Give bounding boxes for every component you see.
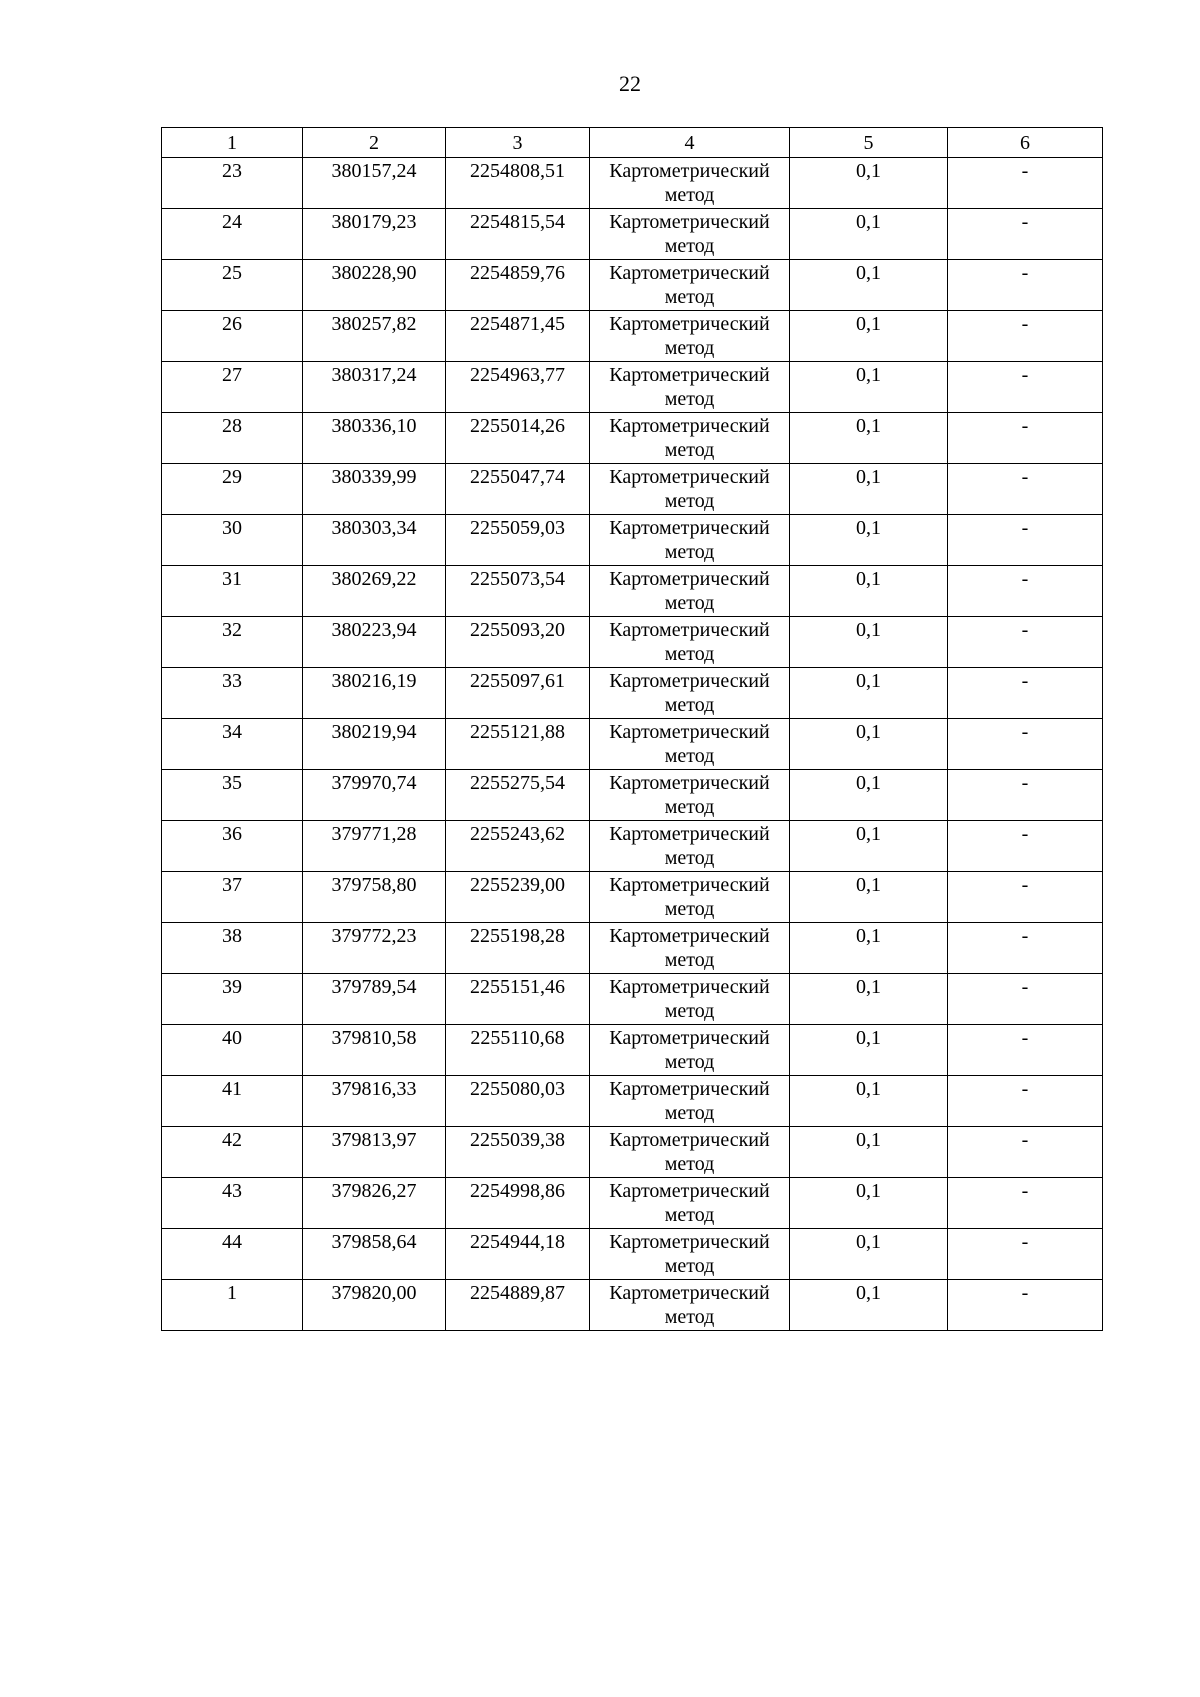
method-text: Картометрический (609, 1129, 770, 1151)
point-number-cell: 33 (162, 668, 303, 719)
note-cell: - (948, 1076, 1103, 1127)
table-row (162, 974, 1103, 1025)
y-coordinate-cell: 2254944,18 (446, 1229, 590, 1280)
x-coordinate-cell: 380303,34 (303, 515, 446, 566)
table-row (162, 617, 1103, 668)
y-coordinate-cell: 2255039,38 (446, 1127, 590, 1178)
y-coordinate-cell: 2254889,87 (446, 1280, 590, 1331)
method-cell (590, 1178, 790, 1229)
x-coordinate-cell: 379858,64 (303, 1229, 446, 1280)
y-coordinate-cell: 2255047,74 (446, 464, 590, 515)
method-text: Картометрический (609, 160, 770, 182)
method-text: метод (664, 643, 715, 665)
point-number-cell: 24 (162, 209, 303, 260)
x-coordinate-cell: 380269,22 (303, 566, 446, 617)
table-row (162, 770, 1103, 821)
note-cell: - (948, 1178, 1103, 1229)
note-cell: - (948, 770, 1103, 821)
method-cell (590, 1076, 790, 1127)
note-cell: - (948, 1127, 1103, 1178)
column-header: 5 (790, 128, 948, 158)
point-number-cell: 30 (162, 515, 303, 566)
method-text: метод (664, 235, 715, 257)
method-text: Картометрический (609, 925, 770, 947)
point-number-cell: 29 (162, 464, 303, 515)
note-cell: - (948, 566, 1103, 617)
table-row (162, 1280, 1103, 1331)
y-coordinate-cell: 2255059,03 (446, 515, 590, 566)
point-number-cell: 1 (162, 1280, 303, 1331)
table-row (162, 413, 1103, 464)
method-text: Картометрический (609, 517, 770, 539)
x-coordinate-cell: 380216,19 (303, 668, 446, 719)
method-text: метод (664, 1153, 715, 1175)
x-coordinate-cell: 380179,23 (303, 209, 446, 260)
y-coordinate-cell: 2255093,20 (446, 617, 590, 668)
method-text: Картометрический (609, 721, 770, 743)
accuracy-cell: 0,1 (790, 1229, 948, 1280)
point-number-cell: 41 (162, 1076, 303, 1127)
x-coordinate-cell: 379813,97 (303, 1127, 446, 1178)
x-coordinate-cell: 379789,54 (303, 974, 446, 1025)
point-number-cell: 32 (162, 617, 303, 668)
x-coordinate-cell: 379772,23 (303, 923, 446, 974)
method-text: Картометрический (609, 823, 770, 845)
point-number-cell: 28 (162, 413, 303, 464)
method-cell (590, 668, 790, 719)
method-text: метод (664, 847, 715, 869)
method-text: метод (664, 1000, 715, 1022)
method-cell (590, 1229, 790, 1280)
y-coordinate-cell: 2254815,54 (446, 209, 590, 260)
accuracy-cell: 0,1 (790, 770, 948, 821)
column-header: 1 (162, 128, 303, 158)
note-cell: - (948, 413, 1103, 464)
accuracy-cell: 0,1 (790, 872, 948, 923)
accuracy-cell: 0,1 (790, 1280, 948, 1331)
accuracy-cell: 0,1 (790, 923, 948, 974)
method-text: Картометрический (609, 568, 770, 590)
table-row (162, 311, 1103, 362)
method-text: метод (664, 796, 715, 818)
x-coordinate-cell: 380257,82 (303, 311, 446, 362)
point-number-cell: 40 (162, 1025, 303, 1076)
x-coordinate-cell: 380219,94 (303, 719, 446, 770)
y-coordinate-cell: 2254963,77 (446, 362, 590, 413)
note-cell: - (948, 668, 1103, 719)
x-coordinate-cell: 380317,24 (303, 362, 446, 413)
table-body (162, 158, 1103, 1331)
table-row (162, 821, 1103, 872)
method-text: метод (664, 1204, 715, 1226)
method-text: Картометрический (609, 313, 770, 335)
accuracy-cell: 0,1 (790, 1127, 948, 1178)
table-row (162, 1025, 1103, 1076)
point-number-cell: 23 (162, 158, 303, 209)
method-cell (590, 464, 790, 515)
table-row (162, 923, 1103, 974)
method-cell (590, 362, 790, 413)
table-row (162, 1127, 1103, 1178)
point-number-cell: 25 (162, 260, 303, 311)
y-coordinate-cell: 2255243,62 (446, 821, 590, 872)
accuracy-cell: 0,1 (790, 1025, 948, 1076)
accuracy-cell: 0,1 (790, 311, 948, 362)
y-coordinate-cell: 2255073,54 (446, 566, 590, 617)
y-coordinate-cell: 2255110,68 (446, 1025, 590, 1076)
note-cell: - (948, 311, 1103, 362)
method-text: Картометрический (609, 670, 770, 692)
method-cell (590, 1280, 790, 1331)
table-row (162, 209, 1103, 260)
x-coordinate-cell: 379970,74 (303, 770, 446, 821)
point-number-cell: 26 (162, 311, 303, 362)
method-text: метод (664, 592, 715, 614)
note-cell: - (948, 1229, 1103, 1280)
y-coordinate-cell: 2255275,54 (446, 770, 590, 821)
method-text: Картометрический (609, 1027, 770, 1049)
point-number-cell: 39 (162, 974, 303, 1025)
table-row (162, 872, 1103, 923)
accuracy-cell: 0,1 (790, 668, 948, 719)
method-text: метод (664, 898, 715, 920)
method-text: метод (664, 694, 715, 716)
x-coordinate-cell: 379820,00 (303, 1280, 446, 1331)
accuracy-cell: 0,1 (790, 1178, 948, 1229)
method-text: метод (664, 337, 715, 359)
point-number-cell: 44 (162, 1229, 303, 1280)
note-cell: - (948, 515, 1103, 566)
table-row (162, 515, 1103, 566)
method-text: Картометрический (609, 211, 770, 233)
column-header: 2 (303, 128, 446, 158)
method-text: метод (664, 1051, 715, 1073)
method-cell (590, 209, 790, 260)
method-text: метод (664, 745, 715, 767)
method-text: Картометрический (609, 619, 770, 641)
x-coordinate-cell: 380223,94 (303, 617, 446, 668)
method-cell (590, 872, 790, 923)
method-text: Картометрический (609, 1282, 770, 1304)
x-coordinate-cell: 380157,24 (303, 158, 446, 209)
method-text: метод (664, 184, 715, 206)
table-row (162, 260, 1103, 311)
coordinates-table (161, 127, 1103, 1331)
method-text: метод (664, 388, 715, 410)
y-coordinate-cell: 2255198,28 (446, 923, 590, 974)
note-cell: - (948, 158, 1103, 209)
method-cell (590, 821, 790, 872)
point-number-cell: 27 (162, 362, 303, 413)
table-row (162, 1178, 1103, 1229)
point-number-cell: 43 (162, 1178, 303, 1229)
method-cell (590, 158, 790, 209)
x-coordinate-cell: 380336,10 (303, 413, 446, 464)
method-text: метод (664, 286, 715, 308)
y-coordinate-cell: 2255080,03 (446, 1076, 590, 1127)
x-coordinate-cell: 379810,58 (303, 1025, 446, 1076)
table-row (162, 362, 1103, 413)
table-row (162, 566, 1103, 617)
accuracy-cell: 0,1 (790, 515, 948, 566)
note-cell: - (948, 1025, 1103, 1076)
accuracy-cell: 0,1 (790, 617, 948, 668)
method-text: Картометрический (609, 1078, 770, 1100)
x-coordinate-cell: 379816,33 (303, 1076, 446, 1127)
method-text: Картометрический (609, 1231, 770, 1253)
note-cell: - (948, 872, 1103, 923)
method-text: Картометрический (609, 364, 770, 386)
accuracy-cell: 0,1 (790, 362, 948, 413)
method-text: Картометрический (609, 772, 770, 794)
accuracy-cell: 0,1 (790, 260, 948, 311)
accuracy-cell: 0,1 (790, 464, 948, 515)
point-number-cell: 34 (162, 719, 303, 770)
method-cell (590, 1025, 790, 1076)
accuracy-cell: 0,1 (790, 974, 948, 1025)
table-row (162, 464, 1103, 515)
table-row (162, 668, 1103, 719)
accuracy-cell: 0,1 (790, 413, 948, 464)
method-cell (590, 413, 790, 464)
table-row (162, 719, 1103, 770)
method-cell (590, 1127, 790, 1178)
note-cell: - (948, 821, 1103, 872)
note-cell: - (948, 617, 1103, 668)
y-coordinate-cell: 2255151,46 (446, 974, 590, 1025)
y-coordinate-cell: 2254871,45 (446, 311, 590, 362)
point-number-cell: 36 (162, 821, 303, 872)
method-text: Картометрический (609, 262, 770, 284)
method-text: метод (664, 541, 715, 563)
table-row (162, 1076, 1103, 1127)
note-cell: - (948, 923, 1103, 974)
y-coordinate-cell: 2255014,26 (446, 413, 590, 464)
x-coordinate-cell: 380228,90 (303, 260, 446, 311)
y-coordinate-cell: 2255121,88 (446, 719, 590, 770)
column-header: 6 (948, 128, 1103, 158)
accuracy-cell: 0,1 (790, 821, 948, 872)
note-cell: - (948, 719, 1103, 770)
method-text: Картометрический (609, 415, 770, 437)
accuracy-cell: 0,1 (790, 566, 948, 617)
table-row (162, 158, 1103, 209)
point-number-cell: 42 (162, 1127, 303, 1178)
method-cell (590, 311, 790, 362)
note-cell: - (948, 362, 1103, 413)
x-coordinate-cell: 379826,27 (303, 1178, 446, 1229)
method-cell (590, 923, 790, 974)
method-text: Картометрический (609, 874, 770, 896)
note-cell: - (948, 464, 1103, 515)
method-cell (590, 974, 790, 1025)
method-text: Картометрический (609, 466, 770, 488)
x-coordinate-cell: 379758,80 (303, 872, 446, 923)
accuracy-cell: 0,1 (790, 209, 948, 260)
column-header: 3 (446, 128, 590, 158)
note-cell: - (948, 260, 1103, 311)
accuracy-cell: 0,1 (790, 158, 948, 209)
point-number-cell: 31 (162, 566, 303, 617)
y-coordinate-cell: 2255097,61 (446, 668, 590, 719)
accuracy-cell: 0,1 (790, 1076, 948, 1127)
point-number-cell: 35 (162, 770, 303, 821)
point-number-cell: 37 (162, 872, 303, 923)
x-coordinate-cell: 380339,99 (303, 464, 446, 515)
table-header-row (162, 128, 1103, 158)
page-number: 22 (619, 71, 641, 96)
method-text: метод (664, 1306, 715, 1328)
table-row (162, 1229, 1103, 1280)
y-coordinate-cell: 2254859,76 (446, 260, 590, 311)
point-number-cell: 38 (162, 923, 303, 974)
note-cell: - (948, 1280, 1103, 1331)
method-cell (590, 719, 790, 770)
method-text: Картометрический (609, 1180, 770, 1202)
method-text: метод (664, 490, 715, 512)
method-text: метод (664, 1255, 715, 1277)
method-cell (590, 260, 790, 311)
x-coordinate-cell: 379771,28 (303, 821, 446, 872)
y-coordinate-cell: 2254998,86 (446, 1178, 590, 1229)
method-text: метод (664, 949, 715, 971)
accuracy-cell: 0,1 (790, 719, 948, 770)
method-text: метод (664, 1102, 715, 1124)
y-coordinate-cell: 2255239,00 (446, 872, 590, 923)
note-cell: - (948, 209, 1103, 260)
method-text: метод (664, 439, 715, 461)
method-text: Картометрический (609, 976, 770, 998)
y-coordinate-cell: 2254808,51 (446, 158, 590, 209)
method-cell (590, 566, 790, 617)
column-header: 4 (590, 128, 790, 158)
method-cell (590, 515, 790, 566)
method-cell (590, 770, 790, 821)
note-cell: - (948, 974, 1103, 1025)
method-cell (590, 617, 790, 668)
